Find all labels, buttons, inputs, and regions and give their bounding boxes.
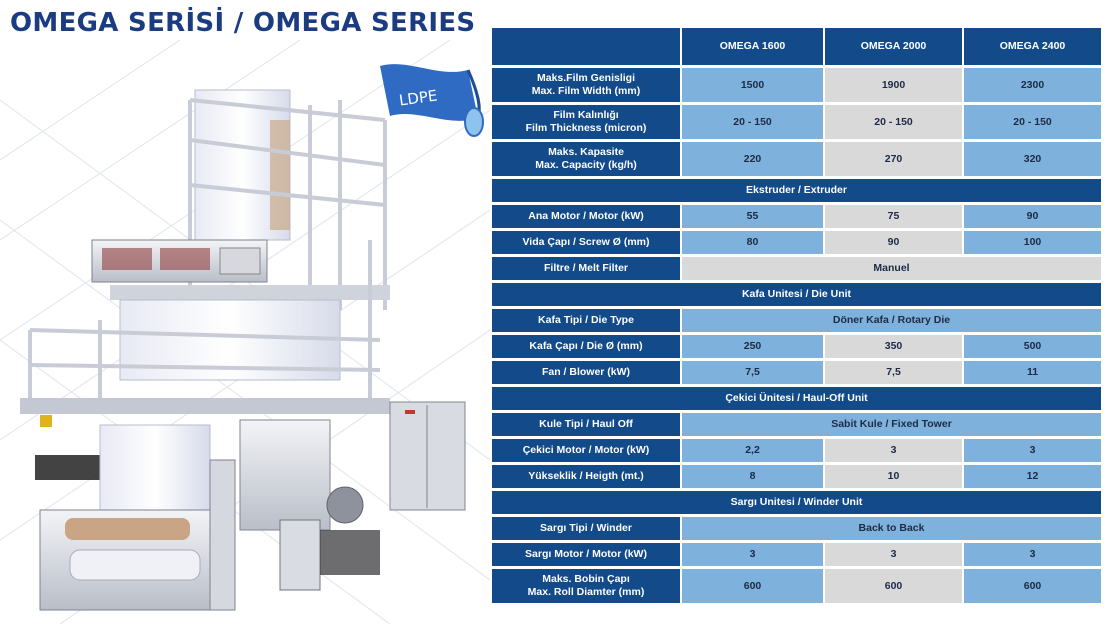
row-value: 3 (964, 439, 1101, 462)
row-value: 3 (825, 439, 962, 462)
column-header: OMEGA 2400 (964, 28, 1101, 65)
column-header: OMEGA 1600 (682, 28, 823, 65)
row-label: Maks. Bobin Çapı Max. Roll Diamter (mm) (492, 569, 680, 603)
row-value: 600 (825, 569, 962, 603)
section-header: Sargı Unitesi / Winder Unit (492, 491, 1101, 514)
row-value: 55 (682, 205, 823, 228)
row-value: 12 (964, 465, 1101, 488)
row-value-span: Döner Kafa / Rotary Die (682, 309, 1101, 332)
blown-film-machine-image (10, 80, 485, 620)
page-title: OMEGA SERİSİ / OMEGA SERIES (10, 8, 476, 38)
row-value: 320 (964, 142, 1101, 176)
row-value: 90 (825, 231, 962, 254)
row-value: 600 (682, 569, 823, 603)
row-value: 20 - 150 (682, 105, 823, 139)
row-label: Film Kalınlığı Film Thickness (micron) (492, 105, 680, 139)
row-value: 10 (825, 465, 962, 488)
row-label: Kafa Tipi / Die Type (492, 309, 680, 332)
row-value: 1900 (825, 68, 962, 102)
row-value: 80 (682, 231, 823, 254)
row-value: 2,2 (682, 439, 823, 462)
ldpe-label: LDPE (397, 86, 439, 110)
section-header: Ekstruder / Extruder (492, 179, 1101, 202)
table-corner (492, 28, 680, 65)
row-value: 1500 (682, 68, 823, 102)
row-value-span: Back to Back (682, 517, 1101, 540)
row-label: Vida Çapı / Screw Ø (mm) (492, 231, 680, 254)
row-label: Ana Motor / Motor (kW) (492, 205, 680, 228)
row-value: 500 (964, 335, 1101, 358)
row-value: 100 (964, 231, 1101, 254)
row-label: Maks.Film Genisligi Max. Film Width (mm) (492, 68, 680, 102)
row-value-span: Manuel (682, 257, 1101, 280)
row-value: 7,5 (825, 361, 962, 384)
row-label: Fan / Blower (kW) (492, 361, 680, 384)
row-label: Filtre / Melt Filter (492, 257, 680, 280)
row-label: Kule Tipi / Haul Off (492, 413, 680, 436)
row-value: 3 (964, 543, 1101, 566)
row-value: 3 (825, 543, 962, 566)
row-value: 270 (825, 142, 962, 176)
row-label: Yükseklik / Heigth (mt.) (492, 465, 680, 488)
row-value: 2300 (964, 68, 1101, 102)
row-value: 250 (682, 335, 823, 358)
row-value: 600 (964, 569, 1101, 603)
row-value-span: Sabit Kule / Fixed Tower (682, 413, 1101, 436)
section-header: Kafa Unitesi / Die Unit (492, 283, 1101, 306)
column-header: OMEGA 2000 (825, 28, 962, 65)
row-label: Sargı Motor / Motor (kW) (492, 543, 680, 566)
row-value: 20 - 150 (964, 105, 1101, 139)
row-label: Sargı Tipi / Winder (492, 517, 680, 540)
row-value: 90 (964, 205, 1101, 228)
row-value: 220 (682, 142, 823, 176)
spec-table (492, 28, 1100, 603)
row-value: 75 (825, 205, 962, 228)
row-value: 8 (682, 465, 823, 488)
section-header: Çekici Ünitesi / Haul-Off Unit (492, 387, 1101, 410)
row-value: 11 (964, 361, 1101, 384)
row-value: 20 - 150 (825, 105, 962, 139)
row-value: 3 (682, 543, 823, 566)
row-label: Maks. Kapasite Max. Capacity (kg/h) (492, 142, 680, 176)
row-value: 7,5 (682, 361, 823, 384)
row-label: Kafa Çapı / Die Ø (mm) (492, 335, 680, 358)
row-value: 350 (825, 335, 962, 358)
row-label: Çekici Motor / Motor (kW) (492, 439, 680, 462)
